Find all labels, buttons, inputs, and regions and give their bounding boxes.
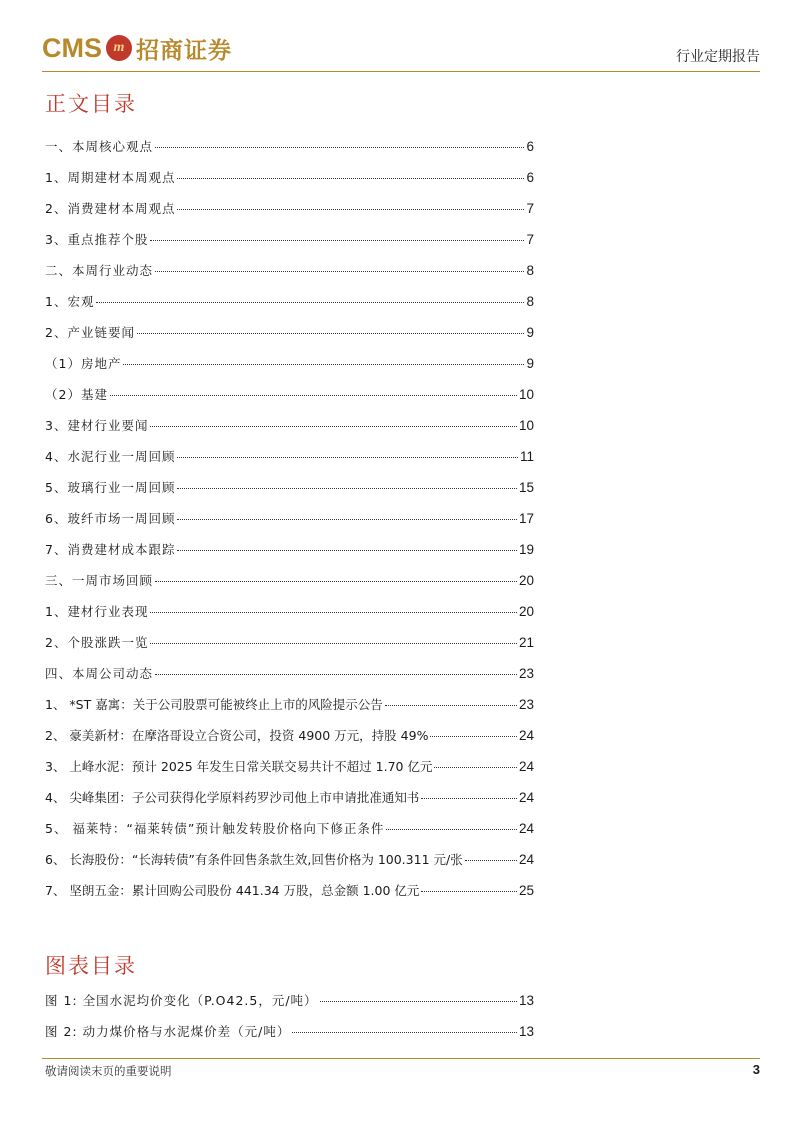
toc-entry[interactable] (45, 230, 534, 261)
chart-toc-title: 图表目录 (45, 954, 137, 978)
toc-entry-page: 8 (526, 263, 534, 278)
toc-entry[interactable] (45, 633, 534, 664)
toc-entry-label: 2、 豪美新材：在摩洛哥设立合资公司，投资 4900 万元，持股 49% (45, 728, 429, 743)
toc-entry-label: 1、周期建材本周观点 (45, 170, 176, 185)
toc-leader-dots (150, 240, 524, 241)
toc-entry-label: 3、建材行业要闻 (45, 418, 149, 433)
toc-entry[interactable] (45, 788, 534, 819)
toc-entry-page: 17 (518, 511, 534, 526)
toc-entry-page: 24 (518, 790, 534, 805)
toc-entry-label: （2）基建 (45, 387, 108, 402)
toc-entry-label: 2、个股涨跌一览 (45, 635, 149, 650)
toc-entry-page: 23 (518, 666, 534, 681)
toc-entry[interactable] (45, 726, 534, 757)
toc-leader-dots (386, 829, 517, 830)
toc-leader-dots (385, 705, 517, 706)
toc-leader-dots (155, 271, 524, 272)
toc-entry[interactable] (45, 478, 534, 509)
toc-entry[interactable] (45, 292, 534, 323)
toc-entry-label: 2、产业链要闻 (45, 325, 135, 340)
toc-leader-dots (123, 364, 524, 365)
toc-entry-page: 13 (518, 1024, 534, 1039)
toc-leader-dots (150, 643, 517, 644)
toc-entry-page: 6 (526, 139, 534, 154)
toc-entry-label: 7、 坚朗五金：累计回购公司股份 441.34 万股，总金额 1.00 亿元 (45, 883, 420, 898)
toc-entry[interactable] (45, 602, 534, 633)
footer-note: 敬请阅读末页的重要说明 (45, 1064, 172, 1078)
toc-entry-page: 24 (518, 759, 534, 774)
toc-entry[interactable] (45, 509, 534, 540)
toc-entry-page: 10 (518, 418, 534, 433)
toc-leader-dots (110, 395, 517, 396)
toc-entry-page: 24 (518, 728, 534, 743)
page-number: 3 (752, 1062, 760, 1077)
toc-entry[interactable] (45, 199, 534, 230)
toc-leader-dots (155, 147, 524, 148)
toc-entry-page: 24 (518, 852, 534, 867)
toc-entry[interactable] (45, 385, 534, 416)
toc-entry-label: （1）房地产 (45, 356, 122, 371)
toc-leader-dots (177, 178, 524, 179)
toc-entry-label: 图 2: 动力煤价格与水泥煤价差（元/吨） (45, 1024, 291, 1039)
toc-entry-page: 13 (518, 993, 534, 1008)
toc-entry-page: 9 (526, 325, 534, 340)
chart-table-of-contents (45, 991, 534, 1053)
toc-leader-dots (150, 426, 517, 427)
toc-entry[interactable] (45, 757, 534, 788)
logo-mark-icon: m (106, 35, 132, 61)
toc-entry-page: 25 (518, 883, 534, 898)
toc-leader-dots (177, 488, 517, 489)
toc-entry-page: 24 (518, 821, 534, 836)
toc-entry[interactable] (45, 850, 534, 881)
toc-entry-label: 6、玻纤市场一周回顾 (45, 511, 176, 526)
toc-leader-dots (155, 674, 517, 675)
toc-entry-label: 1、 *ST 嘉寓：关于公司股票可能被终止上市的风险提示公告 (45, 697, 383, 712)
toc-entry[interactable] (45, 168, 534, 199)
toc-entry-label: 1、建材行业表现 (45, 604, 149, 619)
toc-leader-dots (421, 798, 517, 799)
toc-leader-dots (434, 767, 517, 768)
toc-entry-label: 1、宏观 (45, 294, 95, 309)
toc-entry-page: 20 (518, 604, 534, 619)
toc-leader-dots (177, 209, 524, 210)
toc-entry-page: 20 (518, 573, 534, 588)
toc-entry[interactable] (45, 323, 534, 354)
toc-entry-page: 21 (518, 635, 534, 650)
toc-entry-label: 3、 上峰水泥：预计 2025 年发生日常关联交易共计不超过 1.70 亿元 (45, 759, 433, 774)
toc-leader-dots (430, 736, 517, 737)
report-type: 行业定期报告 (676, 49, 760, 65)
toc-entry-label: 四、本周公司动态 (45, 666, 154, 681)
toc-title: 正文目录 (45, 92, 137, 116)
toc-entry-label: 5、 福莱特：“福莱转债”预计触发转股价格向下修正条件 (45, 821, 385, 836)
toc-leader-dots (155, 581, 517, 582)
toc-entry-page: 7 (526, 232, 534, 247)
header-divider (42, 71, 760, 72)
toc-leader-dots (465, 860, 517, 861)
toc-entry-label: 7、消费建材成本跟踪 (45, 542, 176, 557)
toc-leader-dots (96, 302, 524, 303)
toc-entry-page: 9 (526, 356, 534, 371)
toc-entry-page: 23 (518, 697, 534, 712)
toc-entry[interactable] (45, 991, 534, 1022)
toc-leader-dots (320, 1001, 517, 1002)
toc-entry-label: 4、 尖峰集团：子公司获得化学原料药罗沙司他上市申请批准通知书 (45, 790, 420, 805)
toc-entry-page: 15 (518, 480, 534, 495)
toc-entry[interactable] (45, 695, 534, 726)
toc-leader-dots (177, 550, 517, 551)
logo-chinese-name: 招商证券 (136, 36, 232, 64)
toc-leader-dots (150, 612, 517, 613)
toc-entry-label: 2、消费建材本周观点 (45, 201, 176, 216)
toc-entry[interactable] (45, 416, 534, 447)
toc-entry-page: 10 (518, 387, 534, 402)
logo-text: CMS (42, 32, 102, 63)
toc-leader-dots (292, 1032, 517, 1033)
toc-entry-page: 6 (526, 170, 534, 185)
toc-entry-label: 图 1: 全国水泥均价变化（P.O42.5，元/吨） (45, 993, 318, 1008)
toc-leader-dots (177, 457, 518, 458)
toc-entry-label: 三、一周市场回顾 (45, 573, 154, 588)
toc-entry[interactable] (45, 571, 534, 602)
toc-entry[interactable] (45, 664, 534, 695)
toc-entry-label: 4、水泥行业一周回顾 (45, 449, 176, 464)
toc-entry-page: 19 (518, 542, 534, 557)
toc-leader-dots (421, 891, 517, 892)
toc-entry-page: 8 (526, 294, 534, 309)
toc-entry-label: 6、 长海股份：“长海转债”有条件回售条款生效,回售价格为 100.311 元/张 (45, 852, 463, 867)
toc-entry-page: 11 (519, 449, 534, 464)
toc-entry[interactable] (45, 447, 534, 478)
toc-entry[interactable] (45, 1022, 534, 1053)
toc-entry[interactable] (45, 261, 534, 292)
toc-entry-label: 二、本周行业动态 (45, 263, 154, 278)
toc-entry-page: 7 (526, 201, 534, 216)
toc-entry[interactable] (45, 354, 534, 385)
toc-entry[interactable] (45, 137, 534, 168)
cms-logo (42, 30, 232, 66)
toc-entry-label: 5、玻璃行业一周回顾 (45, 480, 176, 495)
toc-leader-dots (177, 519, 517, 520)
toc-leader-dots (137, 333, 525, 334)
toc-entry[interactable] (45, 540, 534, 571)
toc-entry[interactable] (45, 881, 534, 912)
toc-entry-label: 一、本周核心观点 (45, 139, 154, 154)
table-of-contents (45, 137, 534, 912)
page-header (42, 30, 760, 72)
footer-divider (42, 1058, 760, 1059)
toc-entry[interactable] (45, 819, 534, 850)
toc-entry-label: 3、重点推荐个股 (45, 232, 149, 247)
